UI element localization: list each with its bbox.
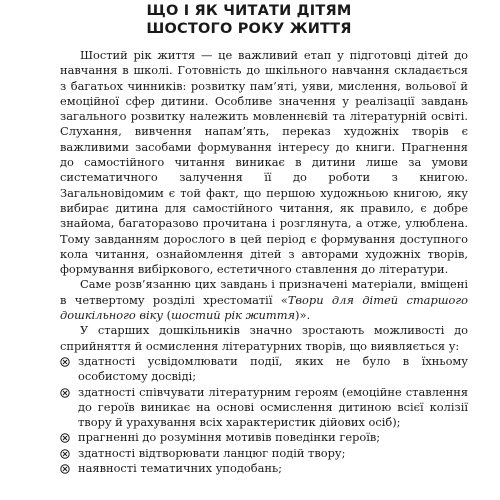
list-item <box>60 446 468 461</box>
list-item <box>60 385 468 431</box>
paragraph-intro: Шостий рік життя — це важливий етап у підготовці дітей до навчання в школі. Готовність до шкільного навчання складається з багатьох чинників: розвитку пам’яті, уяви, мислення, вольової й емоційної сфер дитини. Особливе значення у реалізації завдань загального розвитку належить мовленнєвій та літературній освіті. Слухання, вивчення напам’ять, переказ художніх творів є важливими засобами формування інтересу до книги. Прагнення до самостійного читання виникає в дитини лише за умови систематичного залучення її до роботи з книгою. Загальновідомим є той факт, що першою художньою книгою, яку вибирає дитина для самостійного читання, як правило, є добре знайома, багаторазово прочитана і розглянута, а отже, улюблена. Тому завданням дорослого в цей період є формування доступного кола читання, ознайомлення дітей з авторами художніх творів, формування вибіркового, естетичного ставлення до літератури. <box>60 48 468 277</box>
anthology-section-title: Твори для дітей старшого дошкільного віку <box>60 292 468 323</box>
paragraph-materials-text-3: )». <box>295 308 311 323</box>
list-item-text: здатності усвідомлювати події, яких не було в їхньому особистому досвіді; <box>78 353 468 384</box>
page-title <box>60 2 468 38</box>
circled-x-bullet-icon <box>60 449 70 459</box>
list-item <box>60 461 468 476</box>
circled-x-bullet-icon <box>60 433 70 443</box>
paragraph-abilities: У старших дошкільників значно зростають можливості до сприйняття й осмислення літературних творів, що виявляється у: <box>60 323 468 353</box>
paragraph-materials <box>60 277 468 323</box>
abilities-list <box>60 354 468 476</box>
title-line-2: ШОСТОГО РОКУ ЖИТТЯ <box>146 21 352 37</box>
anthology-section-subtitle: шостий рік життя <box>171 308 296 323</box>
list-item <box>60 430 468 445</box>
list-item <box>60 354 468 385</box>
list-item-text: здатності відтворювати ланцюг подій твору; <box>78 445 346 460</box>
list-item-text: здатності співчувати літературним героям (емоційне ставлення до героїв виникає на основі осмислення дитиною всієї колізії твору й урахування всіх характеристик дійових осіб); <box>78 384 468 430</box>
circled-x-bullet-icon <box>60 357 70 367</box>
circled-x-bullet-icon <box>60 388 70 398</box>
circled-x-bullet-icon <box>60 464 70 474</box>
list-item-text: прагненні до розуміння мотивів поведінки героїв; <box>78 430 381 445</box>
paragraph-materials-text-2: ( <box>163 308 172 323</box>
list-item-text: наявності тематичних уподобань; <box>78 461 283 476</box>
title-line-1: ЩО І ЯК ЧИТАТИ ДІТЯМ <box>146 3 352 19</box>
paragraph-materials-text-1: Саме розв’язанню цих завдань і призначені матеріали, вміщені в четвертому розділі хрестоматії « <box>60 277 468 307</box>
